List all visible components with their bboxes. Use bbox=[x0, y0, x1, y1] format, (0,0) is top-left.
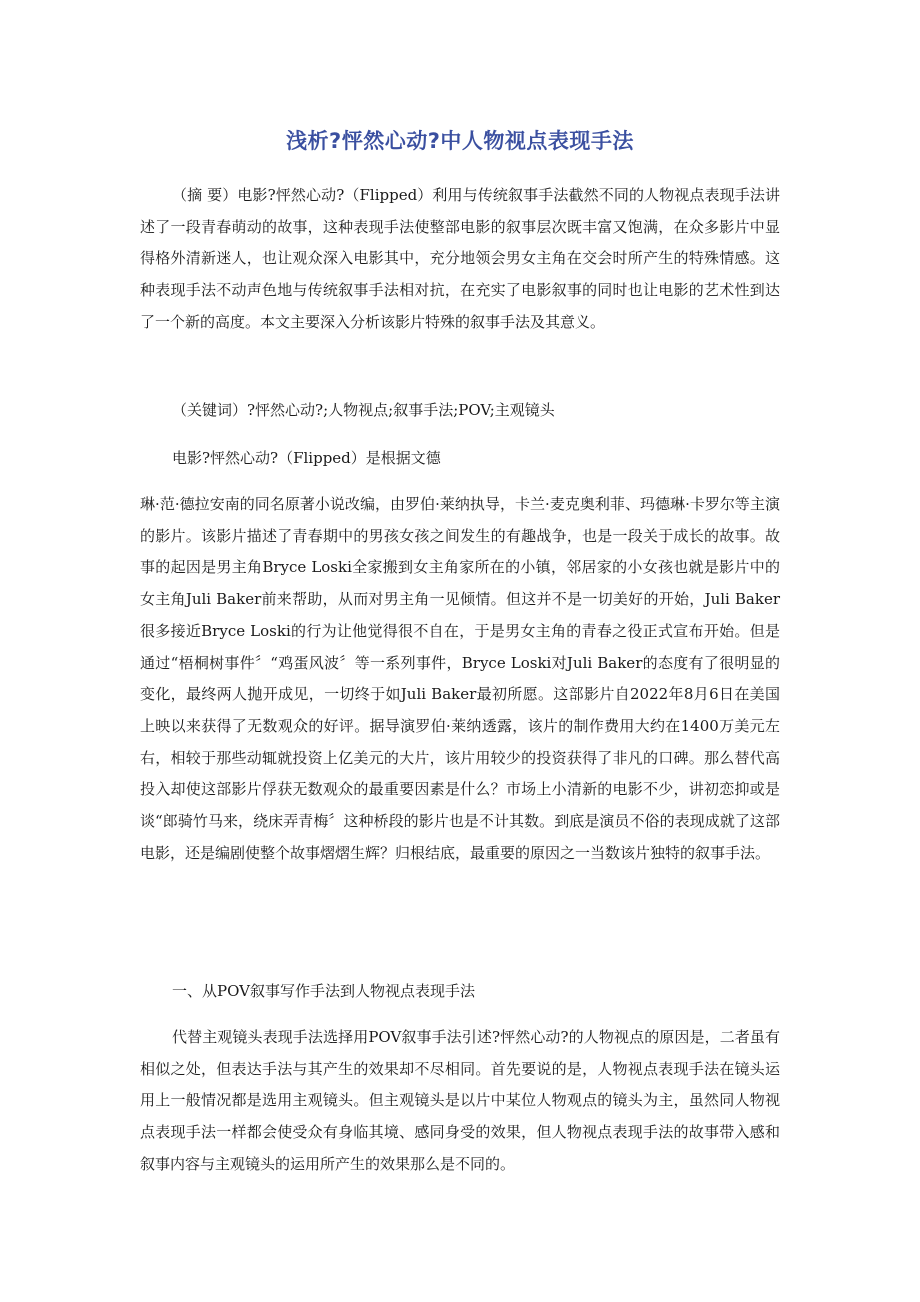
main-text: 琳·范·德拉安南的同名原著小说改编，由罗伯·莱纳执导，卡兰·麦克奥利菲、玛德琳·卡罗尔等主演的影片。该影片描述了青春期中的男孩女孩之间发生的有趣战争，也是一段关于成长的故事。故事的起因是男主角Bryce Loski全家搬到女主角家所在的小镇，邻居家的小女孩也就是影片中的女主角Juli Baker前来帮助，从而对男主角一见倾情。但这并不是一切美好的开始，Juli Baker很多接近Bryce Loski的行为让他觉得很不自在，于是男女主角的青春之役正式宣布开始。但是通过“梧桐树事件〞“鸡蛋风波〞等一系列事件，Bryce Loski对Juli Baker的态度有了很明显的变化，最终两人抛开成见，一切终于如Juli Baker最初所愿。这部影片自2022年8月6日在美国上映以来获得了无数观众的好评。据导演罗伯·莱纳透露，该片的制作费用大约在1400万美元左右，相较于那些动辄就投资上亿美元的大片，该片用较少的投资获得了非凡的口碑。那么替代高投入却使这部影片俘获无数观众的最重要因素是什么？市场上小清新的电影不少，讲初恋抑或是谈“郎骑竹马来，绕床弄青梅〞这种桥段的影片也是不计其数。到底是演员不俗的表现成就了这部电影，还是编剧使整个故事熠熠生辉？归根结底，最重要的原因之一当数该片独特的叙事手法。 bbox=[140, 495, 780, 862]
main-paragraph bbox=[140, 489, 780, 869]
abstract-text: （摘 要）电影?怦然心动?（Flipped）利用与传统叙事手法截然不同的人物视点表现手法讲述了一段青春萌动的故事，这种表现手法使整部电影的叙事层次既丰富又饱满，在众多影片中显得格外清新迷人，也让观众深入电影其中，充分地领会男女主角在交会时所产生的特殊情感。这种表现手法不动声色地与传统叙事手法相对抗，在充实了电影叙事的同时也让电影的艺术性到达了一个新的高度。本文主要深入分析该影片特殊的叙事手法及其意义。 bbox=[140, 186, 780, 331]
section-heading-text: 一、从POV叙事写作手法到人物视点表现手法 bbox=[172, 982, 475, 1000]
lead-paragraph bbox=[140, 443, 780, 475]
section-heading bbox=[140, 976, 780, 1008]
section-paragraph bbox=[140, 1022, 780, 1181]
section-paragraph-text: 代替主观镜头表现手法选择用POV叙事手法引述?怦然心动?的人物视点的原因是，二者虽有相似之处，但表达手法与其产生的效果却不尽相同。首先要说的是，人物视点表现手法在镜头运用上一般情况都是选用主观镜头。但主观镜头是以片中某位人物观点的镜头为主，虽然同人物视点表现手法一样都会使受众有身临其境、感同身受的效果，但人物视点表现手法的故事带入感和叙事内容与主观镜头的运用所产生的效果那么是不同的。 bbox=[140, 1028, 780, 1173]
document-title: 浅析?怦然心动?中人物视点表现手法 bbox=[286, 129, 634, 153]
keywords-text: （关键词）?怦然心动?;人物视点;叙事手法;POV;主观镜头 bbox=[172, 401, 555, 419]
abstract-paragraph bbox=[140, 180, 780, 339]
lead-text: 电影?怦然心动?（Flipped）是根据文德 bbox=[172, 449, 441, 467]
keywords-paragraph bbox=[140, 395, 780, 427]
